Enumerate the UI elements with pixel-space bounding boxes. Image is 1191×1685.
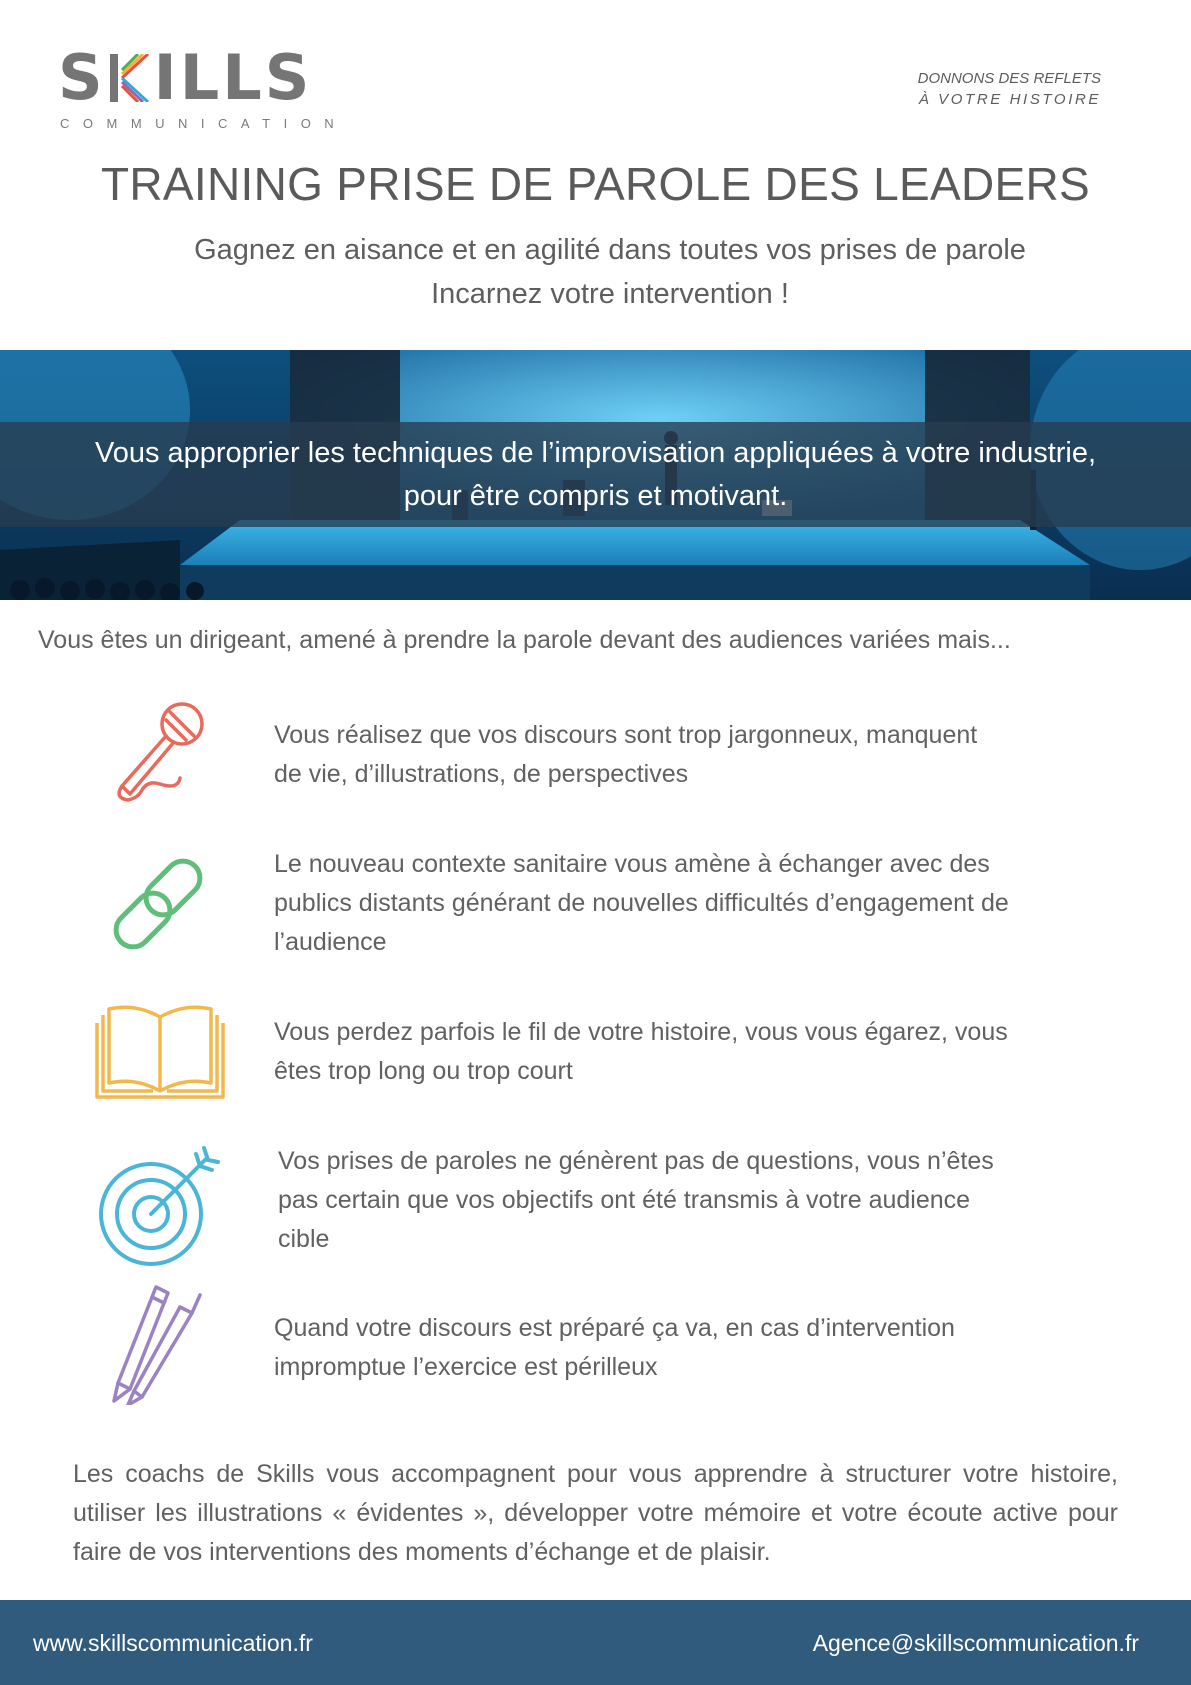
tagline-line-2: À VOTRE HISTOIRE <box>918 91 1101 108</box>
subtitle-line-1: Gagnez en aisance et en agilité dans toutes vos prises de parole <box>194 234 1026 266</box>
logo-wordmark <box>58 41 313 114</box>
logo-subtitle: COMMUNICATION <box>60 116 348 131</box>
logo-k-mark <box>106 46 154 102</box>
logo-stripes-icon <box>110 54 152 102</box>
item-line: de vie, d’illustrations, de perspectives <box>274 760 689 788</box>
website-link[interactable]: www.skillscommunication.fr <box>33 1630 313 1656</box>
item-line: impromptue l’exercice est périlleux <box>274 1353 658 1381</box>
item-line: Vous perdez parfois le fil de votre histoire, vous vous égarez, vous <box>274 1018 1008 1046</box>
item-line: Le nouveau contexte sanitaire vous amène à échanger avec des <box>274 850 990 878</box>
tagline <box>918 68 1101 110</box>
footer-bar <box>0 1600 1191 1685</box>
banner-line-1: Vous approprier les techniques de l’improvisation appliquées à votre industrie, <box>94 437 1097 469</box>
item-line: pas certain que vos objectifs ont été transmis à votre audience <box>278 1186 971 1214</box>
logo-text-right: ILLS <box>153 41 313 114</box>
item-line: Vous réalisez que vos discours sont trop jargonneux, manquent <box>274 721 978 749</box>
item-line: Vos prises de paroles ne génèrent pas de questions, vous n’êtes <box>278 1147 994 1175</box>
open-book-icon <box>95 999 225 1099</box>
stage-banner <box>0 350 1191 600</box>
page-title: TRAINING PRISE DE PAROLE DES LEADERS <box>101 158 1090 210</box>
subtitle-line-2: Incarnez votre intervention ! <box>431 278 789 310</box>
item-text <box>274 845 1114 962</box>
item-text <box>274 1013 1114 1091</box>
item-line: cible <box>278 1225 330 1253</box>
closing-paragraph: Les coachs de Skills vous accompagnent pour vous apprendre à structurer votre histoire, utiliser les illustrations « évidentes », développer votre mémoire et votre écoute active pour faire de vos interventions des moments d’échange et de plaisir. <box>73 1460 1118 1566</box>
target-icon <box>96 1144 221 1269</box>
item-line: publics distants générant de nouvelles difficultés d’engagement de <box>274 889 1009 917</box>
page-subtitle <box>90 228 1130 316</box>
brand-logo <box>58 41 348 136</box>
tagline-line-1: DONNONS DES REFLETS <box>917 70 1101 87</box>
email-link[interactable]: Agence@skillscommunication.fr <box>812 1630 1139 1656</box>
intro-text: Vous êtes un dirigeant, amené à prendre la parole devant des audiences variées mais... <box>38 626 1011 654</box>
microphone-icon <box>108 698 208 808</box>
banner-caption <box>0 432 1191 518</box>
item-text <box>278 1142 1118 1259</box>
pens-icon <box>108 1285 208 1405</box>
item-line: êtes trop long ou trop court <box>274 1057 573 1085</box>
item-text <box>274 716 1114 794</box>
item-line: l’audience <box>274 928 387 956</box>
item-line: Quand votre discours est préparé ça va, en cas d’intervention <box>274 1314 955 1342</box>
item-text <box>274 1309 1114 1387</box>
logo-text-left: S <box>58 41 106 114</box>
chain-link-icon <box>106 849 214 959</box>
banner-line-2: pour être compris et motivant. <box>403 480 788 512</box>
